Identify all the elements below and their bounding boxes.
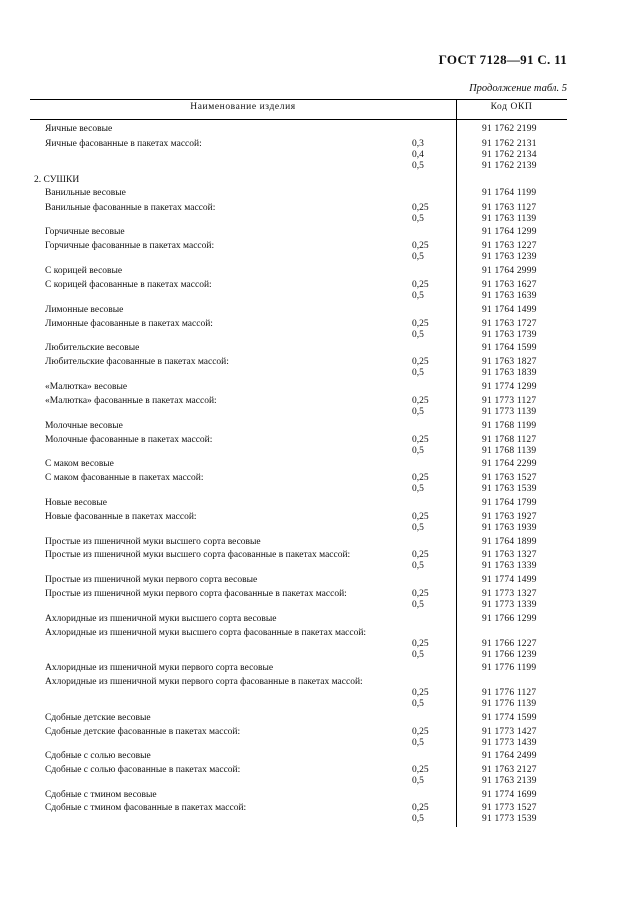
okp-code: 91 1763 1227: [482, 241, 537, 251]
okp-code: 91 1773 1327: [482, 589, 537, 599]
okp-code: 91 1763 1639: [482, 291, 537, 301]
product-name: Простые из пшеничной муки первого сорта фасованные в пакетах массой:: [45, 589, 347, 599]
product-name: Новые весовые: [45, 498, 108, 508]
okp-code: 91 1763 1239: [482, 252, 537, 262]
table-top-rule: [30, 99, 567, 100]
package-mass: 0,4: [412, 150, 424, 160]
okp-code: 91 1763 1827: [482, 357, 537, 367]
package-mass: 0,25: [412, 765, 429, 775]
product-name: «Малютка» весовые: [45, 382, 128, 392]
product-name: Любительские фасованные в пакетах массой:: [45, 357, 229, 367]
product-name: Молочные весовые: [45, 421, 123, 431]
okp-code: 91 1764 1499: [482, 305, 537, 315]
okp-code: 91 1763 1127: [482, 203, 537, 213]
okp-code: 91 1773 1539: [482, 814, 537, 824]
package-mass: 0,25: [412, 512, 429, 522]
product-name: «Малютка» фасованные в пакетах массой:: [45, 396, 217, 406]
package-mass: 0,5: [412, 776, 424, 786]
package-mass: 0,3: [412, 139, 424, 149]
product-name: Яичные фасованные в пакетах массой:: [45, 139, 202, 149]
product-name: Простые из пшеничной муки первого сорта весовые: [45, 575, 258, 585]
package-mass: 0,5: [412, 484, 424, 494]
okp-code: 91 1764 1899: [482, 537, 537, 547]
okp-code: 91 1763 1327: [482, 550, 537, 560]
okp-code: 91 1762 2134: [482, 150, 537, 160]
okp-code: 91 1764 1799: [482, 498, 537, 508]
okp-code: 91 1766 1299: [482, 614, 537, 624]
package-mass: 0,5: [412, 330, 424, 340]
package-mass: 0,5: [412, 699, 424, 709]
package-mass: 0,5: [412, 161, 424, 171]
product-name: Сдобные с тмином весовые: [45, 790, 157, 800]
package-mass: 0,5: [412, 368, 424, 378]
product-name: Ахлоридные из пшеничной муки первого сорта весовые: [45, 663, 274, 673]
okp-code: 91 1773 1439: [482, 738, 537, 748]
package-mass: 0,5: [412, 561, 424, 571]
product-name: Лимонные фасованные в пакетах массой:: [45, 319, 213, 329]
package-mass: 0,5: [412, 814, 424, 824]
package-mass: 0,5: [412, 523, 424, 533]
okp-code: 91 1773 1527: [482, 803, 537, 813]
okp-code: 91 1773 1339: [482, 600, 537, 610]
package-mass: 0,25: [412, 396, 429, 406]
okp-code: 91 1763 1627: [482, 280, 537, 290]
okp-code: 91 1768 1139: [482, 446, 537, 456]
package-mass: 0,5: [412, 738, 424, 748]
product-name: Новые фасованные в пакетах массой:: [45, 512, 197, 522]
okp-code: 91 1763 2139: [482, 776, 537, 786]
table-continuation-label: Продолжение табл. 5: [469, 83, 567, 94]
package-mass: 0,25: [412, 473, 429, 483]
okp-code: 91 1764 2499: [482, 751, 537, 761]
package-mass: 0,25: [412, 203, 429, 213]
okp-code: 91 1764 2299: [482, 459, 537, 469]
column-header-name: Наименование изделия: [190, 102, 296, 112]
product-name: Ванильные фасованные в пакетах массой:: [45, 203, 216, 213]
okp-code: 91 1763 1527: [482, 473, 537, 483]
okp-code: 91 1768 1127: [482, 435, 537, 445]
okp-code: 91 1763 1927: [482, 512, 537, 522]
package-mass: 0,5: [412, 600, 424, 610]
product-name: Яичные весовые: [45, 124, 113, 134]
okp-code: 91 1762 2139: [482, 161, 537, 171]
product-name: Горчичные фасованные в пакетах массой:: [45, 241, 215, 251]
okp-code: 91 1764 1199: [482, 188, 537, 198]
okp-code: 91 1763 1139: [482, 214, 537, 224]
product-name: Ахлоридные из пшеничной муки высшего сорта весовые: [45, 614, 277, 624]
product-name: С маком фасованные в пакетах массой:: [45, 473, 204, 483]
column-header-code: Код ОКП: [490, 102, 533, 112]
okp-code: 91 1764 1299: [482, 227, 537, 237]
okp-code: 91 1776 1127: [482, 688, 537, 698]
package-mass: 0,25: [412, 435, 429, 445]
okp-code: 91 1768 1199: [482, 421, 537, 431]
okp-code: 91 1776 1199: [482, 663, 537, 673]
product-name: Сдобные детские весовые: [45, 713, 151, 723]
okp-code: 91 1763 1739: [482, 330, 537, 340]
column-divider: [456, 99, 457, 827]
product-name: Сдобные с тмином фасованные в пакетах массой:: [45, 803, 247, 813]
okp-code: 91 1774 1299: [482, 382, 537, 392]
okp-code: 91 1762 2131: [482, 139, 537, 149]
product-name: Лимонные весовые: [45, 305, 124, 315]
product-name: Ахлоридные из пшеничной муки высшего сорта фасованные в пакетах массой:: [45, 628, 367, 638]
product-name: Сдобные детские фасованные в пакетах массой:: [45, 727, 241, 737]
okp-code: 91 1764 1599: [482, 343, 537, 353]
product-name: С корицей фасованные в пакетах массой:: [45, 280, 212, 290]
product-name: 2. СУШКИ: [34, 175, 80, 185]
package-mass: 0,25: [412, 357, 429, 367]
okp-code: 91 1763 1727: [482, 319, 537, 329]
page-header: ГОСТ 7128—91 С. 11: [438, 52, 567, 67]
okp-code: 91 1773 1139: [482, 407, 537, 417]
product-name: С корицей весовые: [45, 266, 123, 276]
okp-code: 91 1766 1227: [482, 639, 537, 649]
package-mass: 0,25: [412, 639, 429, 649]
table-header-rule: [30, 119, 567, 120]
okp-code: 91 1763 1939: [482, 523, 537, 533]
okp-code: 91 1774 1499: [482, 575, 537, 585]
product-name: Ванильные весовые: [45, 188, 126, 198]
package-mass: 0,25: [412, 688, 429, 698]
product-name: Любительские весовые: [45, 343, 140, 353]
package-mass: 0,5: [412, 446, 424, 456]
okp-code: 91 1764 2999: [482, 266, 537, 276]
package-mass: 0,5: [412, 214, 424, 224]
product-name: Простые из пшеничной муки высшего сорта фасованные в пакетах массой:: [45, 550, 351, 560]
package-mass: 0,5: [412, 407, 424, 417]
package-mass: 0,25: [412, 280, 429, 290]
product-name: Сдобные с солью весовые: [45, 751, 151, 761]
package-mass: 0,5: [412, 252, 424, 262]
okp-code: 91 1776 1139: [482, 699, 537, 709]
okp-code: 91 1773 1127: [482, 396, 537, 406]
product-name: Простые из пшеничной муки высшего сорта весовые: [45, 537, 261, 547]
okp-code: 91 1773 1427: [482, 727, 537, 737]
okp-code: 91 1766 1239: [482, 650, 537, 660]
package-mass: 0,25: [412, 241, 429, 251]
package-mass: 0,25: [412, 589, 429, 599]
package-mass: 0,25: [412, 727, 429, 737]
product-name: Молочные фасованные в пакетах массой:: [45, 435, 213, 445]
okp-code: 91 1762 2199: [482, 124, 537, 134]
product-name: Сдобные с солью фасованные в пакетах массой:: [45, 765, 241, 775]
product-name: Горчичные весовые: [45, 227, 125, 237]
okp-code: 91 1763 1839: [482, 368, 537, 378]
product-name: С маком весовые: [45, 459, 114, 469]
package-mass: 0,25: [412, 550, 429, 560]
okp-code: 91 1763 1539: [482, 484, 537, 494]
okp-code: 91 1774 1599: [482, 713, 537, 723]
okp-code: 91 1774 1699: [482, 790, 537, 800]
package-mass: 0,25: [412, 319, 429, 329]
okp-code: 91 1763 1339: [482, 561, 537, 571]
product-name: Ахлоридные из пшеничной муки первого сорта фасованные в пакетах массой:: [45, 677, 363, 687]
package-mass: 0,25: [412, 803, 429, 813]
package-mass: 0,5: [412, 650, 424, 660]
okp-code: 91 1763 2127: [482, 765, 537, 775]
package-mass: 0,5: [412, 291, 424, 301]
